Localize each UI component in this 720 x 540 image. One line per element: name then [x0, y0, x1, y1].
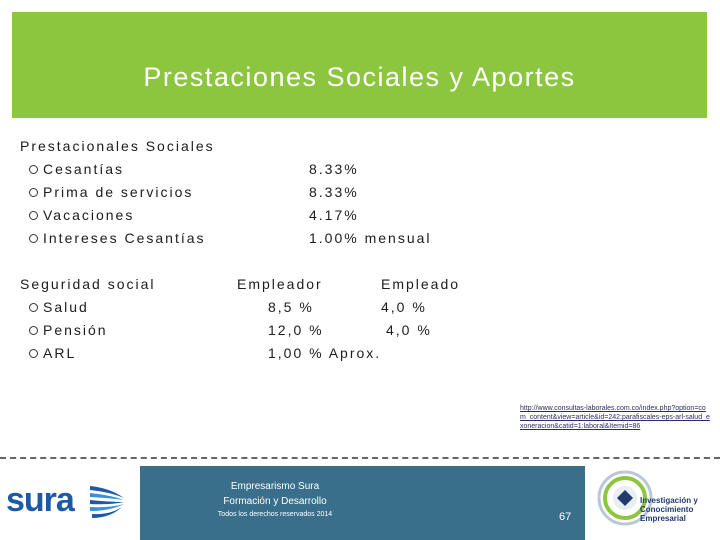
footer-line-brand: Empresarismo Sura [230, 481, 320, 492]
prestaciones-heading: Prestacionales Sociales [20, 138, 215, 154]
pension-empleador-value: 12,0 % [268, 322, 324, 338]
prestacion-value-vacaciones: 4.17% [309, 207, 359, 223]
seguridad-heading: Seguridad social [20, 276, 156, 292]
seguridad-label-salud: Salud [43, 299, 89, 315]
seguridad-label-arl: ARL [43, 345, 77, 361]
reference-link[interactable]: http://www.consultas-laborales.com.co/index.php?option=com_content&view=article&id=242:parafiscales-eps-arl-salud_exoneracion&catid=1:laboral&Itemid=86 [520, 405, 710, 430]
title-banner [12, 12, 707, 118]
circle-bullet-icon [29, 303, 38, 312]
circle-bullet-icon [29, 349, 38, 358]
prestacion-value-cesantias: 8.33% [309, 161, 359, 177]
prestacion-value-prima: 8.33% [309, 184, 359, 200]
prestacion-value-intereses: 1.00% mensual [309, 230, 432, 246]
page-number: 67 [559, 511, 572, 523]
investigacion-logo-text: Investigación y Conocimiento Empresarial [640, 496, 698, 523]
sura-logo: sura [6, 481, 74, 519]
circle-bullet-icon [29, 326, 38, 335]
sura-wings-icon [86, 478, 128, 520]
footer-divider [0, 457, 720, 459]
arl-empleador-value: 1,00 % Aprox. [268, 345, 382, 361]
prestacion-label-prima: Prima de servicios [43, 184, 194, 200]
salud-empleador-value: 8,5 % [268, 299, 314, 315]
column-header-empleador: Empleador [237, 276, 323, 292]
circle-bullet-icon [29, 165, 38, 174]
prestacion-label-cesantias: Cesantías [43, 161, 125, 177]
column-header-empleado: Empleado [381, 276, 461, 292]
pension-empleado-value: 4,0 % [386, 322, 432, 338]
prestacion-label-vacaciones: Vacaciones [43, 207, 135, 223]
circle-bullet-icon [29, 211, 38, 220]
prestacion-label-intereses: Intereses Cesantías [43, 230, 206, 246]
seguridad-label-pension: Pensión [43, 322, 108, 338]
footer-line-program: Formación y Desarrollo [223, 496, 327, 507]
circle-bullet-icon [29, 234, 38, 243]
salud-empleado-value: 4,0 % [381, 299, 427, 315]
footer-band [140, 466, 585, 540]
footer-line-copyright: Todos los derechos reservados 2014 [217, 511, 333, 518]
slide-title: Prestaciones Sociales y Aportes [143, 62, 576, 92]
circle-bullet-icon [29, 188, 38, 197]
